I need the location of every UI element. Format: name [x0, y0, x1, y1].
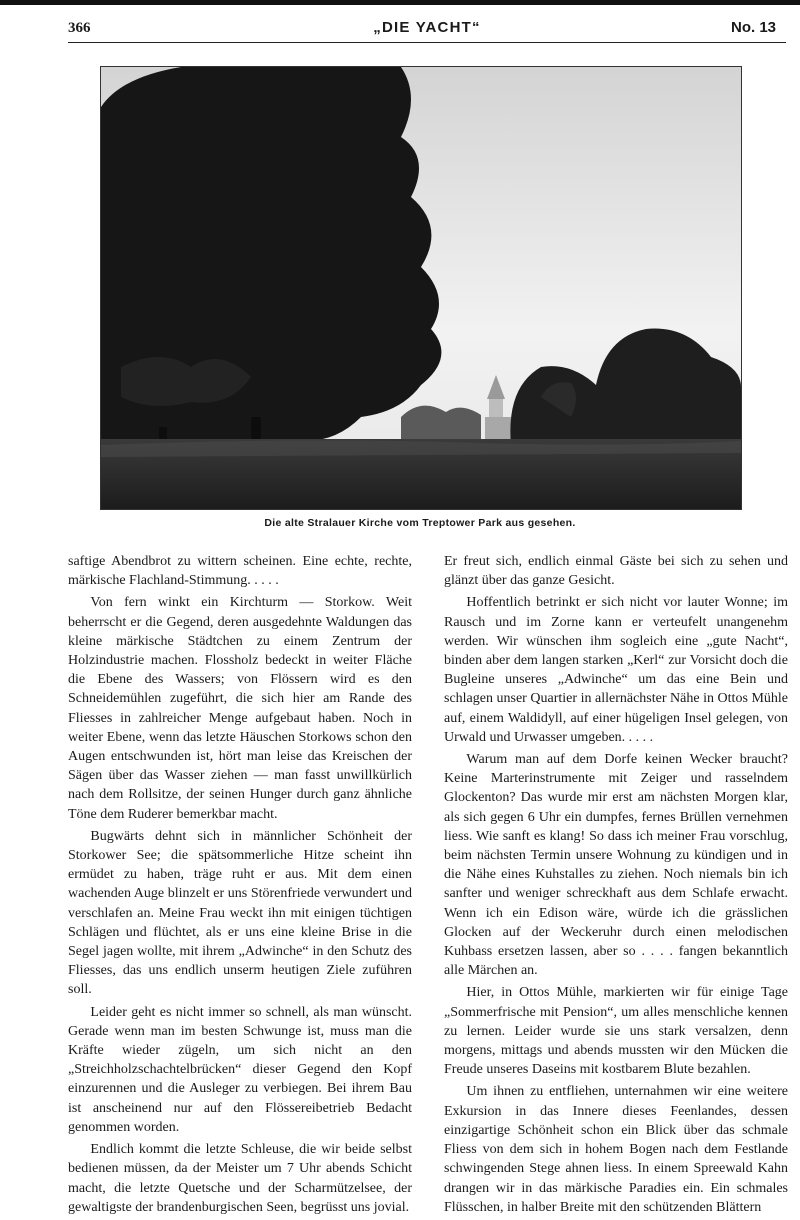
- paragraph: Hier, in Ottos Mühle, markierten wir für einige Tage „Sommerfrische mit Pension“, um alles menschliche kennen zu lernen. Leider wurde sie uns stark versalzen, denn morgens, mittags und abends mussten wir den Mücken die Freude unseres Daseins mit kostbarem Blute bezahlen.: [444, 985, 788, 1078]
- page-header: [68, 14, 786, 43]
- photo-illustration: [101, 67, 741, 509]
- journal-title: „DIE YACHT“: [373, 19, 481, 36]
- church-photograph: [100, 66, 742, 510]
- text-column-right: [444, 552, 788, 1220]
- paragraph: Um ihnen zu entfliehen, unternahmen wir eine weitere Exkursion in das Innere dieses Feenlandes, dessen einzigartige Schönheit schon ein Blick über das schmale Fliess von dem sich in hohem Bogen nach dem Festlande schwingenden Stege ahnen liess. In einem Spreewald Kahn drangen wir in das märkische Paradies ein. Ein schmales Flüsschen, in halber Breite mit den schützenden Blättern: [444, 1084, 788, 1215]
- page-number: 366: [68, 20, 91, 36]
- paragraph: Leider geht es nicht immer so schnell, als man wünscht. Gerade wenn man im besten Schwunge ist, muss man die Kräfte wieder zügeln, um sich nicht an den „Streichholzschachtelbrücken“ dieser Gegend den Kopf einzurennen und die Ausleger zu verbiegen. Bei ihrem Bau ist anscheinend nur auf den Flössereibetrieb Bedacht genommen worden.: [68, 1004, 412, 1135]
- paragraph: Warum man auf dem Dorfe keinen Wecker braucht? Keine Marterinstrumente mit Zeiger und rasselndem Glockenton? Das wurde mir erst am nächsten Morgen klar, als sich gegen 6 Uhr ein dumpfes, fernes Brüllen vernehmen liess. Wie sanft es klang! So dass ich meiner Frau vorschlug, beim nächsten Termin unsere Wohnung zu kündigen und in die Nähe eines Kuhstalles zu ziehen. Noch niemals bin ich sanfter und weniger schreckhaft aus dem Schlafe erwacht. Wenn ich ein Edison wäre, würde ich die grässlichen Glocken auf der Weckeruhr durch einen melodischen Kuhbass ersetzen lassen, aber so . . . . fangen bekanntlich alle Märchen an.: [444, 752, 788, 979]
- paragraph: saftige Abendbrot zu wittern scheinen. Eine echte, rechte, märkische Flachland-Stimmung. . . . .: [68, 554, 412, 589]
- text-column-left: [68, 552, 412, 1220]
- paragraph: Hoffentlich betrinkt er sich nicht vor lauter Wonne; im Rausch und im Zorne kann er verteufelt unangenehm werden. Wir wünschen ihm sogleich eine „gute Nacht“, binden aber dem langen starken „Kerl“ zur Vorsicht doch die Bugleine unseres „Adwinche“ um das eine Bein und schlagen unser Quartier in allernächster Nähe in Ottos Mühle auf, einem Waldidyll, auf einer hügeligen Insel gelegen, von Urwald und Urwasser umgeben. . . . .: [444, 595, 788, 745]
- photo-caption: Die alte Stralauer Kirche vom Treptower Park aus gesehen.: [264, 517, 576, 529]
- paragraph: Von fern winkt ein Kirchturm — Storkow. Weit beherrscht er die Gegend, deren ausgedehnte Waldungen das kleine märkische Städtchen zu einem Zentrum der Holzindustrie machen. Flossholz bedeckt in weiter Fläche die Ebene des Wassers; von Flössern wird es den Schneidemühlen zugeführt, die sich hier am Rande des Fliesses in zahlreicher Menge aufgebaut haben. Noch in weiter Ebene, wenn das letzte Häuschen Storkows schon den Augen entschwunden ist, hört man leise das Kreischen der Sägen über das Wasser ziehen — man fasst unwillkürlich nach dem Rollsitze, der seinen Hunger durch ganz ähnliche Töne dem Ruderer bemerkbar macht.: [68, 595, 412, 822]
- paragraph: Endlich kommt die letzte Schleuse, die wir beide selbst bedienen müssen, da der Meister um 7 Uhr abends Schicht macht, die letzte Quetsche und der Scharmützelsee, der gewaltigste der brandenburgischen Seen, begrüsst uns jovial.: [68, 1142, 412, 1215]
- paragraph: Bugwärts dehnt sich in männlicher Schönheit der Storkower See; die spätsommerliche Hitze scheint ihn ermüdet zu haben, träge ruht er aus. Mit dem einen wachenden Auge blinzelt er uns Störenfriede verwundert und verschlafen an. Meine Frau weckt ihn mit einigen tüchtigen Schlägen und flüchtet, als er uns eine kleine Brise in die Segel jagen wollte, mit ihrem „Adwinche“ in den Schutz des Fliesses, das uns endlich unserm heutigen Ziele zuführen soll.: [68, 828, 412, 998]
- paragraph: Er freut sich, endlich einmal Gäste bei sich zu sehen und glänzt über das ganze Gesicht.: [444, 554, 788, 589]
- page-top-edge: [0, 0, 800, 5]
- issue-number: No. 13: [730, 19, 776, 36]
